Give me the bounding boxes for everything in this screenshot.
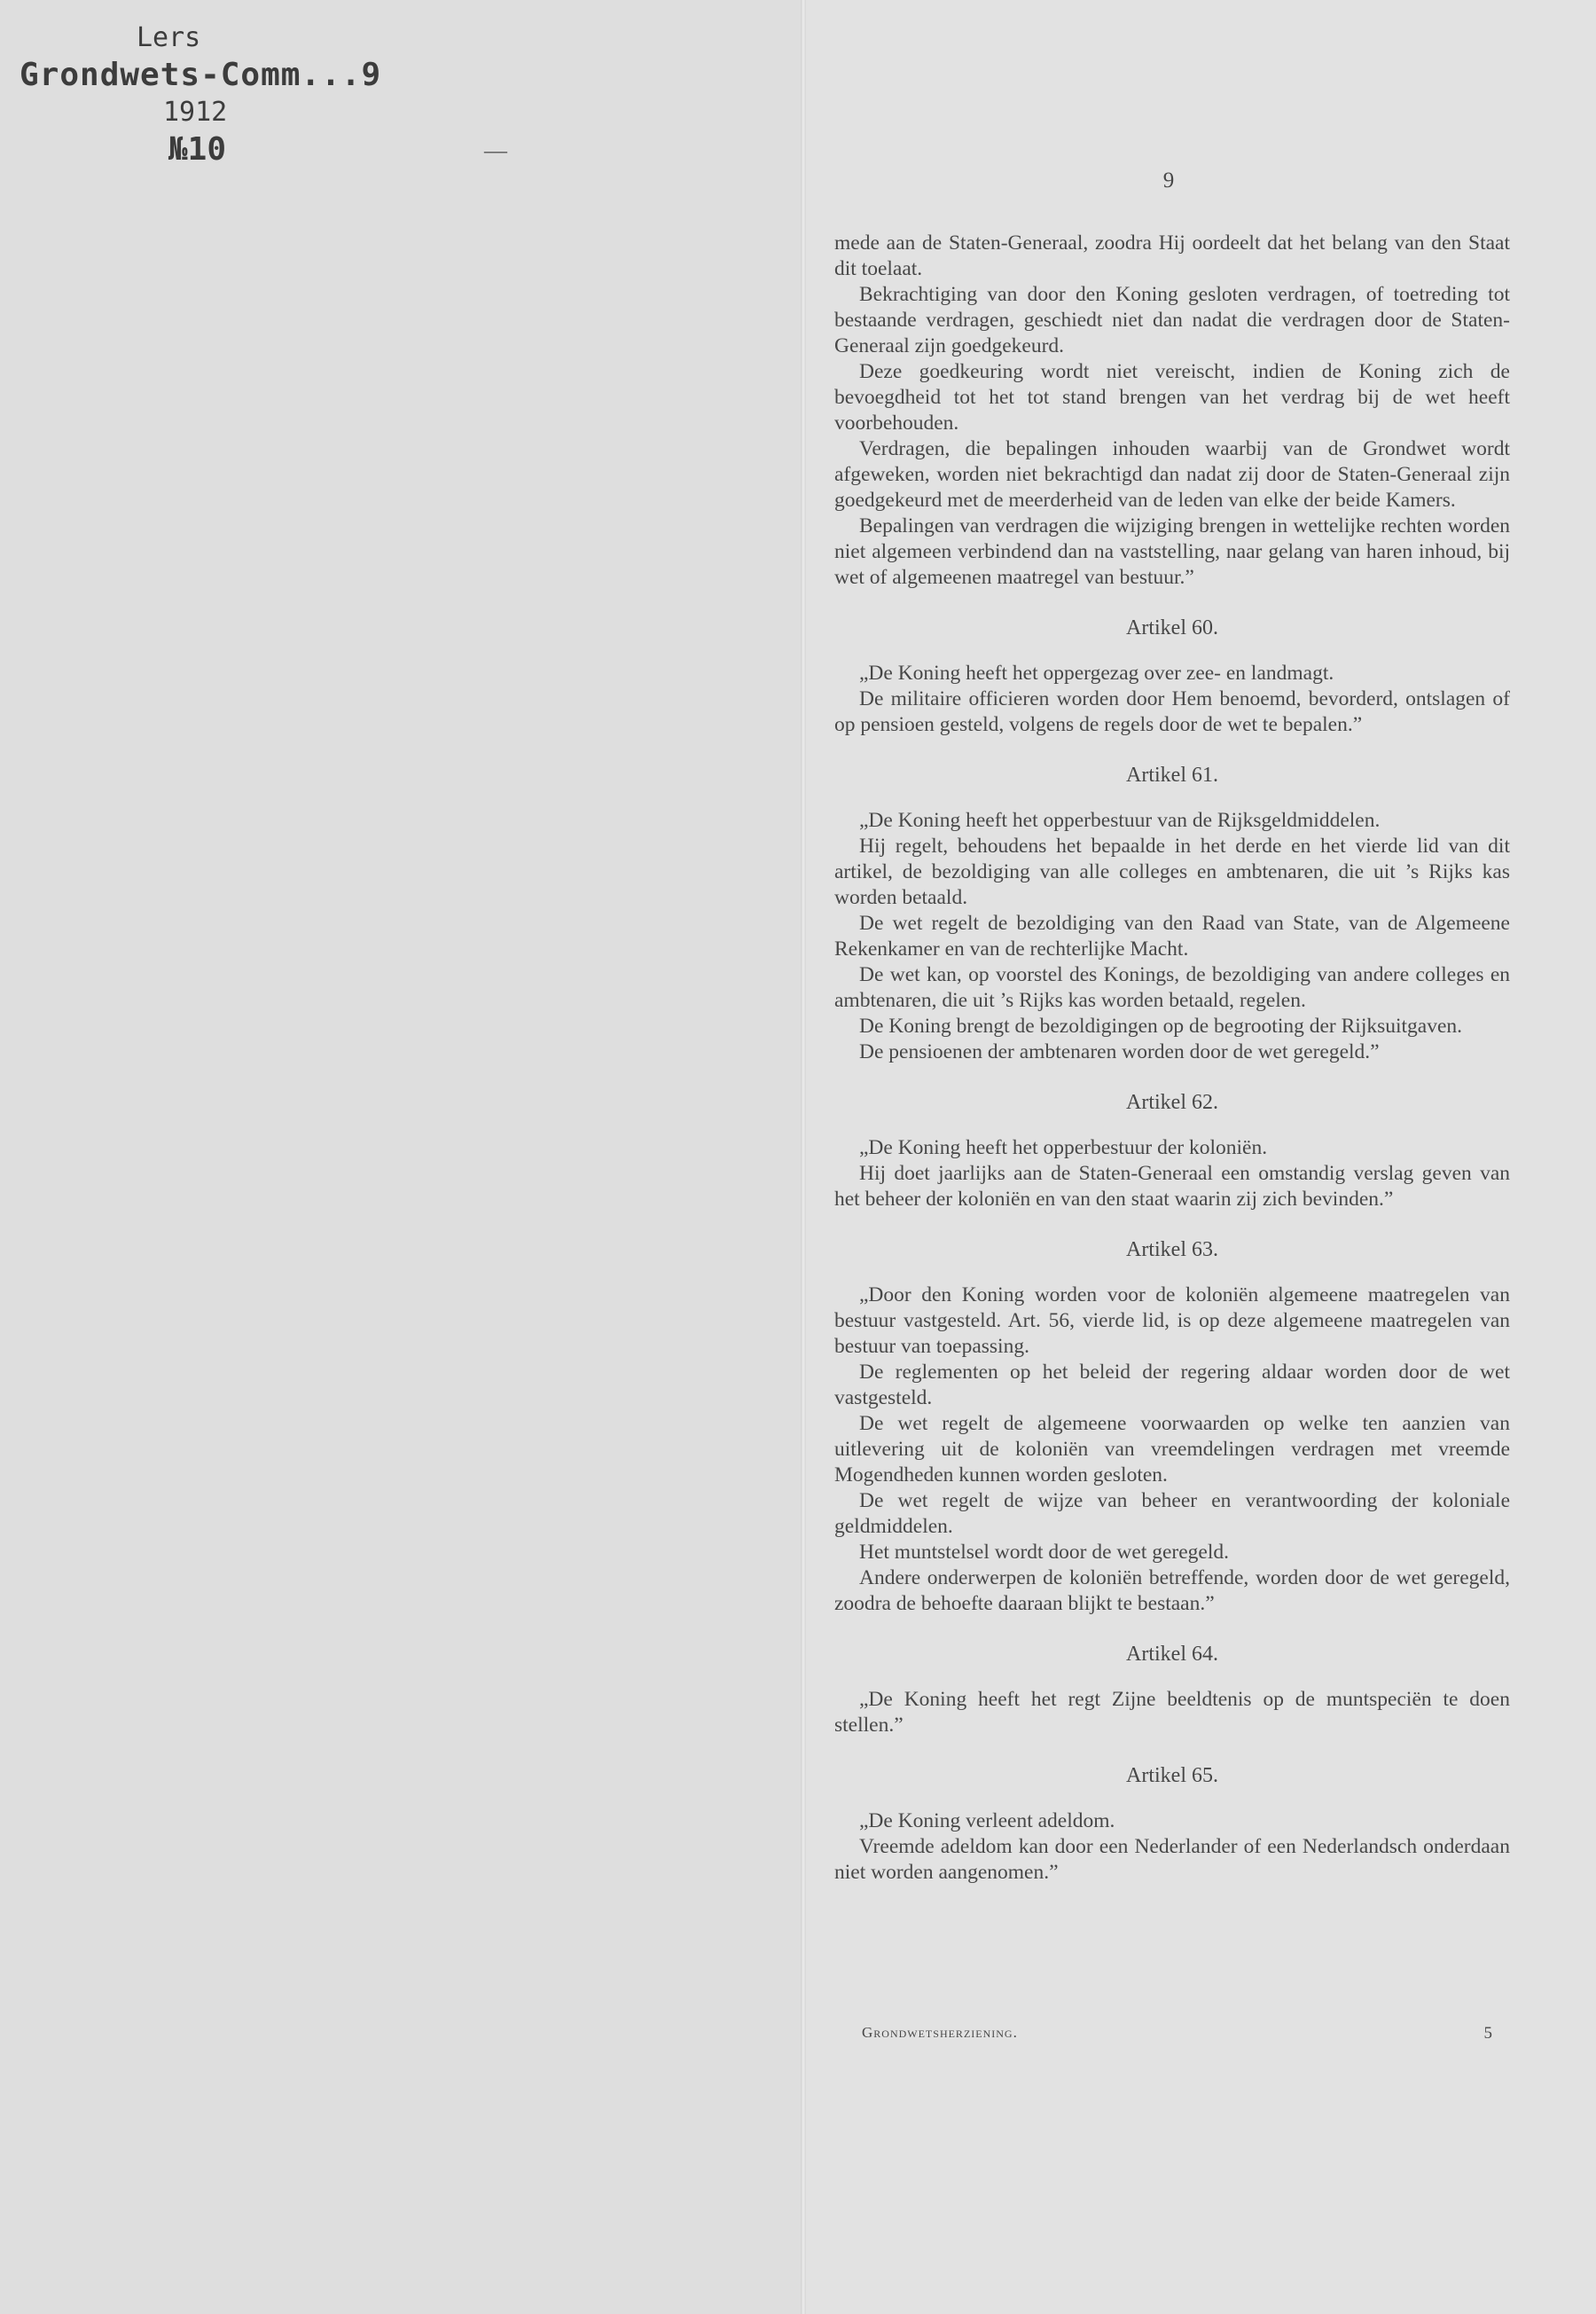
paragraph: De Koning brengt de bezoldigingen op de begrooting der Rijksuitgaven.	[859, 1015, 1463, 1038]
paragraph: De militaire officieren worden door Hem benoemd, bevorderd, ontslagen of op pensioen gesteld, volgens de regels door de wet te bepalen.”	[834, 687, 1510, 736]
paragraph: De wet regelt de bezoldiging van den Raad van State, van de Algemeene Rekenkamer en van de rechterlijke Macht.	[834, 912, 1510, 961]
paragraph: De wet kan, op voorstel des Konings, de bezoldiging van andere colleges en ambtenaren, die uit ’s Rijks kas worden betaald, regelen.	[834, 963, 1510, 1012]
paragraph: „De Koning heeft het regt Zijne beeldtenis op de muntspeciën te doen stellen.”	[834, 1688, 1510, 1737]
paragraph: mede aan de Staten-Generaal, zoodra Hij oordeelt dat het belang van den Staat dit toelaat.	[834, 231, 1510, 280]
signature-mark: 5	[1483, 2024, 1493, 2043]
stamp-line-2: Grondwets-Comm...9	[20, 57, 382, 93]
article-heading: Artikel 62.	[1126, 1091, 1218, 1114]
paragraph: Hij regelt, behoudens het bepaalde in het derde en het vierde lid van dit artikel, de bezoldiging van alle colleges en ambtenaren, die uit ’s Rijks kas worden betaald.	[834, 835, 1510, 909]
paragraph: De wet regelt de wijze van beheer en verantwoording der koloniale geldmiddelen.	[834, 1489, 1510, 1538]
paragraph: Vreemde adeldom kan door een Nederlander of een Nederlandsch onderdaan niet worden aangenomen.”	[834, 1835, 1510, 1884]
document-body	[834, 231, 1510, 1886]
paragraph: Bekrachtiging van door den Koning gesloten verdragen, of toetreding tot bestaande verdragen, geschiedt niet dan nadat die verdragen door de Staten-Generaal zijn goedgekeurd.	[834, 283, 1510, 357]
paragraph: De reglementen op het beleid der regering aldaar worden door de wet vastgesteld.	[834, 1361, 1510, 1409]
stamp-line-4: №10	[168, 131, 227, 168]
footer-title: Grondwetsherziening.	[862, 2024, 1018, 2041]
article-heading: Artikel 60.	[1126, 616, 1218, 639]
paragraph: Andere onderwerpen de koloniën betreffende, worden door de wet geregeld, zoodra de behoefte daaraan blijkt te bestaan.”	[834, 1566, 1510, 1615]
paragraph: Verdragen, die bepalingen inhouden waarbij van de Grondwet wordt afgeweken, worden niet bekrachtigd dan nadat zij door de Staten-Generaal zijn goedgekeurd met de meerderheid van de leden van elke der beide Kamers.	[834, 437, 1510, 512]
margin-mark: —	[484, 137, 507, 163]
paragraph: „De Koning verleent adeldom.	[859, 1809, 1115, 1832]
article-heading: Artikel 63.	[1126, 1238, 1218, 1261]
paragraph: De pensioenen der ambtenaren worden door de wet geregeld.”	[859, 1040, 1380, 1063]
article-heading: Artikel 61.	[1126, 764, 1218, 787]
page-number: 9	[1162, 169, 1175, 192]
paragraph: De wet regelt de algemeene voorwaarden op welke ten aanzien van uitlevering uit de koloniën van vreemdelingen verdragen met vreemde Mogendheden kunnen worden gesloten.	[834, 1412, 1510, 1486]
article-heading: Artikel 65.	[1126, 1764, 1218, 1787]
paragraph: „De Koning heeft het opperbestuur der koloniën.	[859, 1136, 1268, 1159]
page-footer	[862, 2024, 1493, 2051]
article-heading: Artikel 64.	[1126, 1643, 1218, 1666]
paragraph: Het muntstelsel wordt door de wet geregeld.	[859, 1541, 1230, 1564]
paragraph: Bepalingen van verdragen die wijziging brengen in wettelijke rechten worden niet algemeen verbindend dan na vaststelling, naar gelang van haren inhoud, bij wet of algemeenen maatregel van bestuur.”	[834, 514, 1510, 589]
paragraph: „De Koning heeft het opperbestuur van de Rijksgeldmiddelen.	[859, 809, 1381, 832]
archive-stamp	[20, 20, 427, 169]
paragraph: „De Koning heeft het oppergezag over zee- en landmagt.	[859, 662, 1334, 685]
stamp-line-1: Lers	[137, 22, 201, 53]
paragraph: Hij doet jaarlijks aan de Staten-Generaal een omstandig verslag geven van het beheer der koloniën en van den staat waarin zij zich bevinden.”	[834, 1162, 1510, 1211]
paragraph: Deze goedkeuring wordt niet vereischt, indien de Koning zich de bevoegdheid tot het tot stand brengen van het verdrag bij de wet heeft voorbehouden.	[834, 360, 1510, 435]
paragraph: „Door den Koning worden voor de koloniën algemeene maatregelen van bestuur vastgesteld. Art. 56, vierde lid, is op deze algemeene maatregelen van bestuur van toepassing.	[834, 1283, 1510, 1358]
stamp-line-3: 1912	[163, 97, 228, 128]
